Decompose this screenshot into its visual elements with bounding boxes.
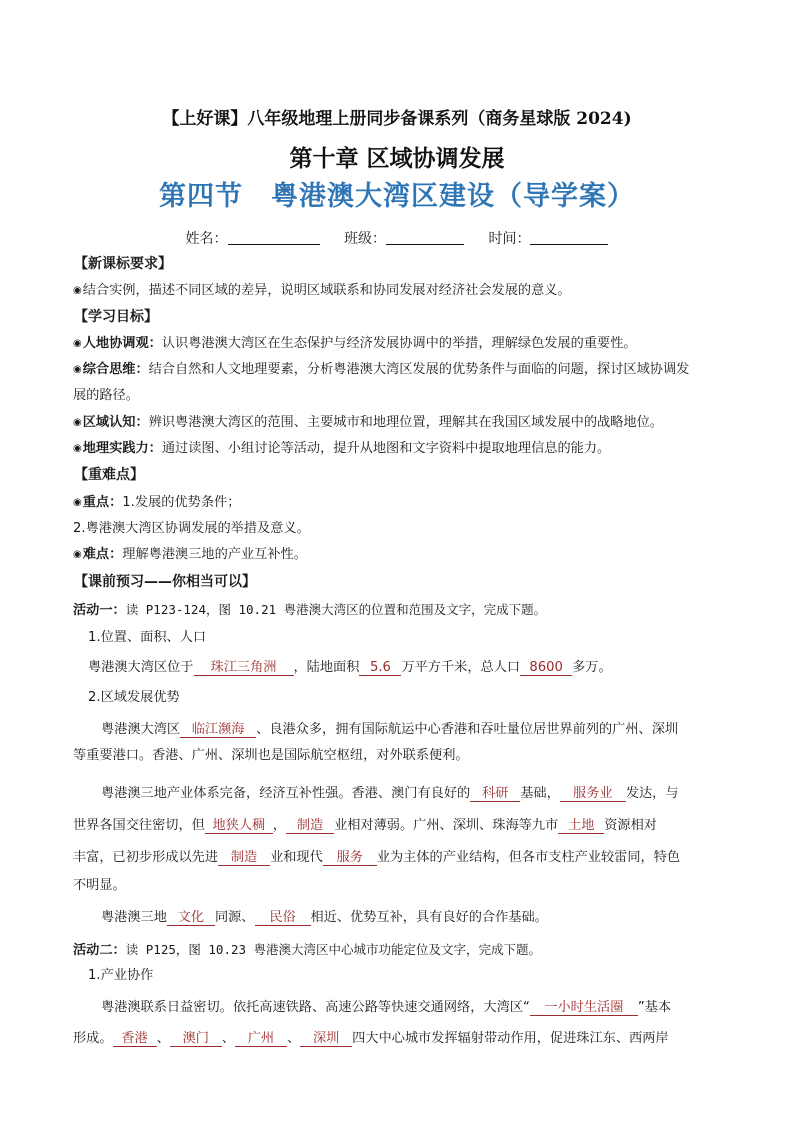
answer-blank: 制造 bbox=[286, 819, 334, 834]
preview-heading: 【课前预习——你相当可以】 bbox=[74, 574, 256, 590]
answer-blank: 服务业 bbox=[560, 787, 626, 802]
paragraph-port-continued: 等重要港口。香港、广州、深圳也是国际航空枢纽，对外联系便利。 bbox=[73, 748, 469, 763]
series-title: 【上好课】八年级地理上册同步备课系列（商务星球版 2024) bbox=[162, 109, 632, 129]
hard-point: ◉难点：理解粤港澳三地的产业互补性。 bbox=[73, 545, 307, 565]
paragraph-industry-line2: 世界各国交往密切，但 地狭人稠 ， 制造 业相对薄弱。广州、深圳、珠海等九市 土地 资源相对 bbox=[73, 818, 657, 833]
bullet-icon: ◉ bbox=[73, 338, 82, 349]
goals-heading: 【学习目标】 bbox=[74, 309, 158, 325]
subsection-location: 1.位置、面积、人口 bbox=[88, 630, 207, 645]
section-name: 粤港澳大湾区建设（导学案） bbox=[271, 181, 635, 212]
answer-blank: 土地 bbox=[558, 819, 604, 834]
standards-heading: 【新课标要求】 bbox=[74, 256, 172, 272]
answer-blank: 深圳 bbox=[300, 1032, 352, 1047]
answer-blank: 5.6 bbox=[359, 661, 401, 676]
section-number: 第四节 bbox=[159, 181, 243, 212]
paragraph-industry-line3: 丰富，已初步形成以先进 制造 业和现代 服务 业为主体的产业结构，但各市支柱产业较雷同，特色 bbox=[73, 850, 681, 865]
answer-blank: 临江濒海 bbox=[180, 723, 256, 738]
standards-text: ◉结合实例，描述不同区域的差异，说明区域联系和协同发展对经济社会发展的意义。 bbox=[73, 281, 571, 301]
subsection-advantages: 2.区域发展优势 bbox=[88, 690, 180, 705]
bullet-icon: ◉ bbox=[73, 443, 82, 454]
section-title bbox=[0, 174, 794, 213]
answer-blank: 制造 bbox=[218, 851, 270, 866]
student-info-fields bbox=[0, 228, 794, 248]
name-field[interactable] bbox=[228, 230, 320, 245]
key-point-2: 2.粤港澳大湾区协调发展的举措及意义。 bbox=[73, 521, 310, 536]
subsection-industry-cooperation: 1.产业协作 bbox=[88, 968, 154, 983]
paragraph-transport: 粤港澳联系日益密切。依托高速铁路、高速公路等快速交通网络，大湾区“ 一小时生活圈 ”基本 bbox=[101, 1000, 672, 1015]
bullet-icon: ◉ bbox=[73, 497, 82, 508]
activity-2-instruction: 活动二：读 P125，图 10.23 粤港澳大湾区中心城市功能定位及文字，完成下题。 bbox=[73, 942, 542, 958]
key-point: ◉重点：1.发展的优势条件； bbox=[73, 493, 240, 513]
time-field[interactable] bbox=[530, 230, 608, 245]
paragraph-industry: 粤港澳三地产业体系完备，经济互补性强。香港、澳门有良好的 科研 基础， 服务业 发达，与 bbox=[101, 786, 679, 801]
paragraph-cities: 形成。 香港 、 澳门 、 广州 、 深圳 四大中心城市发挥辐射带动作用，促进珠江东、西两岸 bbox=[73, 1031, 669, 1046]
answer-blank: 香港 bbox=[113, 1032, 157, 1047]
goal-item: ◉人地协调观：认识粤港澳大湾区在生态保护与经济发展协调中的举措，理解绿色发展的重要性。 bbox=[73, 334, 637, 354]
bullet-icon: ◉ bbox=[73, 417, 82, 428]
answer-blank: 8600 bbox=[520, 661, 572, 676]
bullet-icon: ◉ bbox=[73, 285, 82, 296]
answer-blank: 广州 bbox=[235, 1032, 287, 1047]
paragraph-port: 粤港澳大湾区 临江濒海 、良港众多，拥有国际航运中心香港和吞吐量位居世界前列的广州、深圳 bbox=[101, 722, 679, 737]
class-label: 班级： bbox=[344, 231, 386, 247]
paragraph-culture: 粤港澳三地 文化 同源、 民俗 相近、优势互补，具有良好的合作基础。 bbox=[101, 910, 548, 925]
paragraph-location: 粤港澳大湾区位于 珠江三角洲 ，陆地面积 5.6 万平方千米，总人口 8600 多万。 bbox=[88, 660, 612, 675]
answer-blank: 民俗 bbox=[255, 911, 311, 926]
name-label: 姓名： bbox=[185, 231, 228, 247]
answer-blank: 文化 bbox=[167, 911, 215, 926]
goal-item-continued: 展的路径。 bbox=[73, 388, 139, 403]
goal-item: ◉区域认知：辨识粤港澳大湾区的范围、主要城市和地理位置，理解其在我国区域发展中的战略地位。 bbox=[73, 413, 663, 433]
answer-blank: 地狭人稠 bbox=[205, 819, 273, 834]
paragraph-industry-line4: 不明显。 bbox=[73, 878, 126, 893]
bullet-icon: ◉ bbox=[73, 364, 82, 375]
bullet-icon: ◉ bbox=[73, 549, 82, 560]
goal-item: ◉综合思维：结合自然和人文地理要素，分析粤港澳大湾区发展的优势条件与面临的问题，探讨区域协调发 bbox=[73, 360, 689, 380]
answer-blank: 澳门 bbox=[170, 1032, 222, 1047]
answer-blank: 珠江三角洲 bbox=[194, 661, 294, 676]
difficulties-heading: 【重难点】 bbox=[74, 467, 144, 483]
time-label: 时间： bbox=[488, 231, 531, 247]
answer-blank: 科研 bbox=[470, 787, 520, 802]
activity-1-instruction: 活动一：读 P123-124，图 10.21 粤港澳大湾区的位置和范围及文字，完成下题。 bbox=[73, 602, 547, 618]
goal-item: ◉地理实践力：通过读图、小组讨论等活动，提升从地图和文字资料中提取地理信息的能力。 bbox=[73, 439, 610, 459]
class-field[interactable] bbox=[386, 230, 464, 245]
answer-blank: 一小时生活圈 bbox=[530, 1001, 638, 1016]
answer-blank: 服务 bbox=[323, 851, 377, 866]
chapter-title: 第十章 区域协调发展 bbox=[289, 146, 505, 172]
